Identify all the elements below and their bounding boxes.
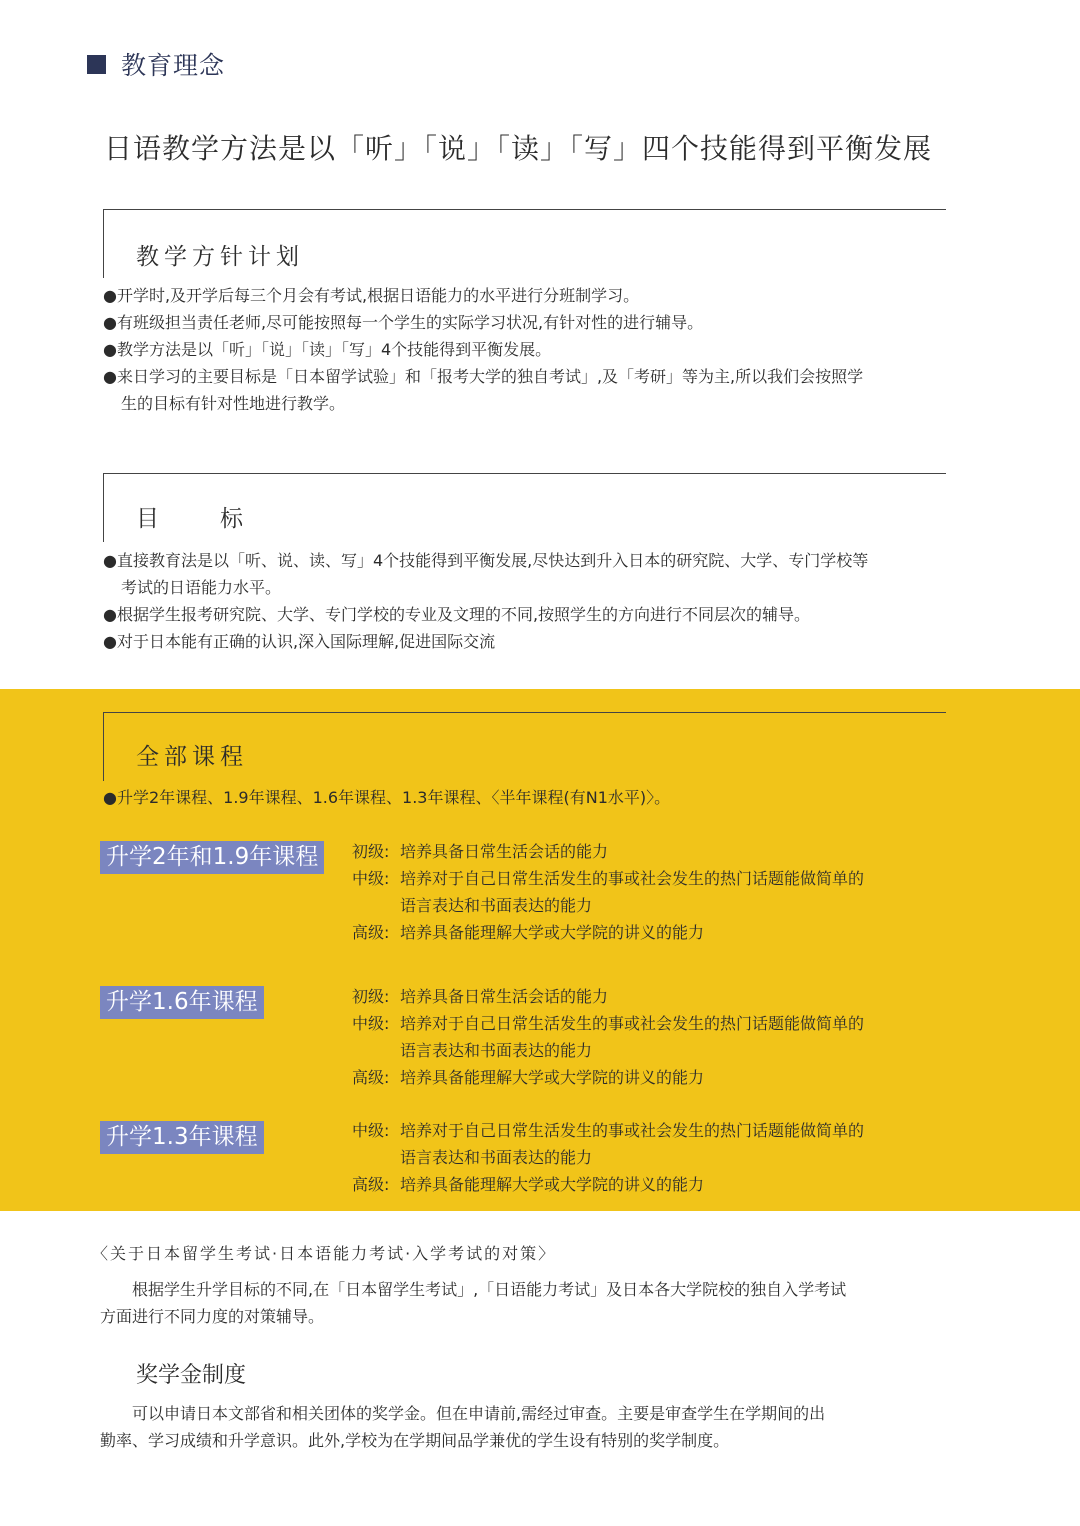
level-desc: 培养具备能理解大学或大学院的讲义的能力 — [400, 1068, 705, 1087]
list-item: ●来日学习的主要目标是「日本留学试验」和「报考大学的独自考试」,及「考研」等为主,所以我们会按照学 — [103, 367, 864, 386]
level-label: 高级: — [352, 1175, 390, 1194]
level-desc: 培养具备日常生活会话的能力 — [400, 987, 609, 1006]
level-desc: 培养对于自己日常生活发生的事或社会发生的热门话题能做简单的 — [400, 1121, 865, 1140]
list-item-continuation: 生的目标有针对性地进行教学。 — [121, 394, 346, 413]
level-desc: 培养具备日常生活会话的能力 — [400, 842, 609, 861]
list-item: ●教学方法是以「听」「说」「读」「写」4个技能得到平衡发展。 — [103, 340, 552, 359]
level-desc-continuation: 语言表达和书面表达的能力 — [400, 896, 593, 915]
list-item: ●有班级担当责任老师,尽可能按照每一个学生的实际学习状况,有针对性的进行辅导。 — [103, 313, 704, 332]
course-tag-1-6yr: 升学1.6年课程 — [100, 986, 264, 1019]
exam-paragraph — [100, 1276, 846, 1330]
course-tag-2yr: 升学2年和1.9年课程 — [100, 841, 324, 874]
level-label: 高级: — [352, 1068, 390, 1087]
course-levels-1-3yr — [352, 1117, 864, 1198]
plan-title: 教学方针计划 — [136, 244, 304, 270]
level-desc: 培养对于自己日常生活发生的事或社会发生的热门话题能做简单的 — [400, 1014, 865, 1033]
square-bullet-icon — [87, 55, 106, 74]
level-desc: 培养具备能理解大学或大学院的讲义的能力 — [400, 923, 705, 942]
level-desc: 培养对于自己日常生活发生的事或社会发生的热门话题能做简单的 — [400, 869, 865, 888]
paragraph-line: 方面进行不同力度的对策辅导。 — [100, 1307, 325, 1326]
level-label: 中级: — [352, 869, 390, 888]
courses-summary: ●升学2年课程、1.9年课程、1.6年课程、1.3年课程、〈半年课程(有N1水平)〉。 — [103, 788, 671, 807]
level-label: 中级: — [352, 1014, 390, 1033]
list-item: ●对于日本能有正确的认识,深入国际理解,促进国际交流 — [103, 632, 496, 651]
course-levels-1-6yr — [352, 983, 864, 1091]
level-label: 初级: — [352, 987, 390, 1006]
goal-list — [103, 547, 868, 655]
level-label: 高级: — [352, 923, 390, 942]
page-title: 教育理念 — [121, 51, 226, 80]
plan-list — [103, 282, 863, 417]
list-item: ●根据学生报考研究院、大学、专门学校的专业及文理的不同,按照学生的方向进行不同层次的辅导。 — [103, 605, 811, 624]
exam-title: 〈关于日本留学生考试·日本语能力考试·入学考试的对策〉 — [92, 1244, 557, 1263]
course-tag-1-3yr: 升学1.3年课程 — [100, 1121, 264, 1154]
course-levels-2yr — [352, 838, 864, 946]
paragraph-line: 根据学生升学目标的不同,在「日本留学生考试」,「日语能力考试」及日本各大学院校的独自入学考试 — [100, 1280, 847, 1299]
list-item-continuation: 考试的日语能力水平。 — [121, 578, 282, 597]
scholarship-paragraph — [100, 1400, 825, 1454]
level-desc-continuation: 语言表达和书面表达的能力 — [400, 1148, 593, 1167]
level-desc-continuation: 语言表达和书面表达的能力 — [400, 1041, 593, 1060]
headline: 日语教学方法是以「听」「说」「读」「写」四个技能得到平衡发展 — [104, 132, 933, 165]
scholarship-title: 奖学金制度 — [136, 1363, 247, 1388]
level-desc: 培养具备能理解大学或大学院的讲义的能力 — [400, 1175, 705, 1194]
goal-title: 目 标 — [136, 506, 248, 532]
list-item: ●直接教育法是以「听、说、读、写」4个技能得到平衡发展,尽快达到升入日本的研究院、大学、专门学校等 — [103, 551, 869, 570]
level-label: 中级: — [352, 1121, 390, 1140]
level-label: 初级: — [352, 842, 390, 861]
section-header — [87, 46, 225, 82]
list-item: ●开学时,及开学后每三个月会有考试,根据日语能力的水平进行分班制学习。 — [103, 286, 640, 305]
paragraph-line: 勤率、学习成绩和升学意识。此外,学校为在学期间品学兼优的学生设有特别的奖学制度。 — [100, 1431, 730, 1450]
paragraph-line: 可以申请日本文部省和相关团体的奖学金。但在申请前,需经过审查。主要是审查学生在学期间的出 — [100, 1404, 826, 1423]
courses-title: 全部课程 — [136, 744, 248, 770]
